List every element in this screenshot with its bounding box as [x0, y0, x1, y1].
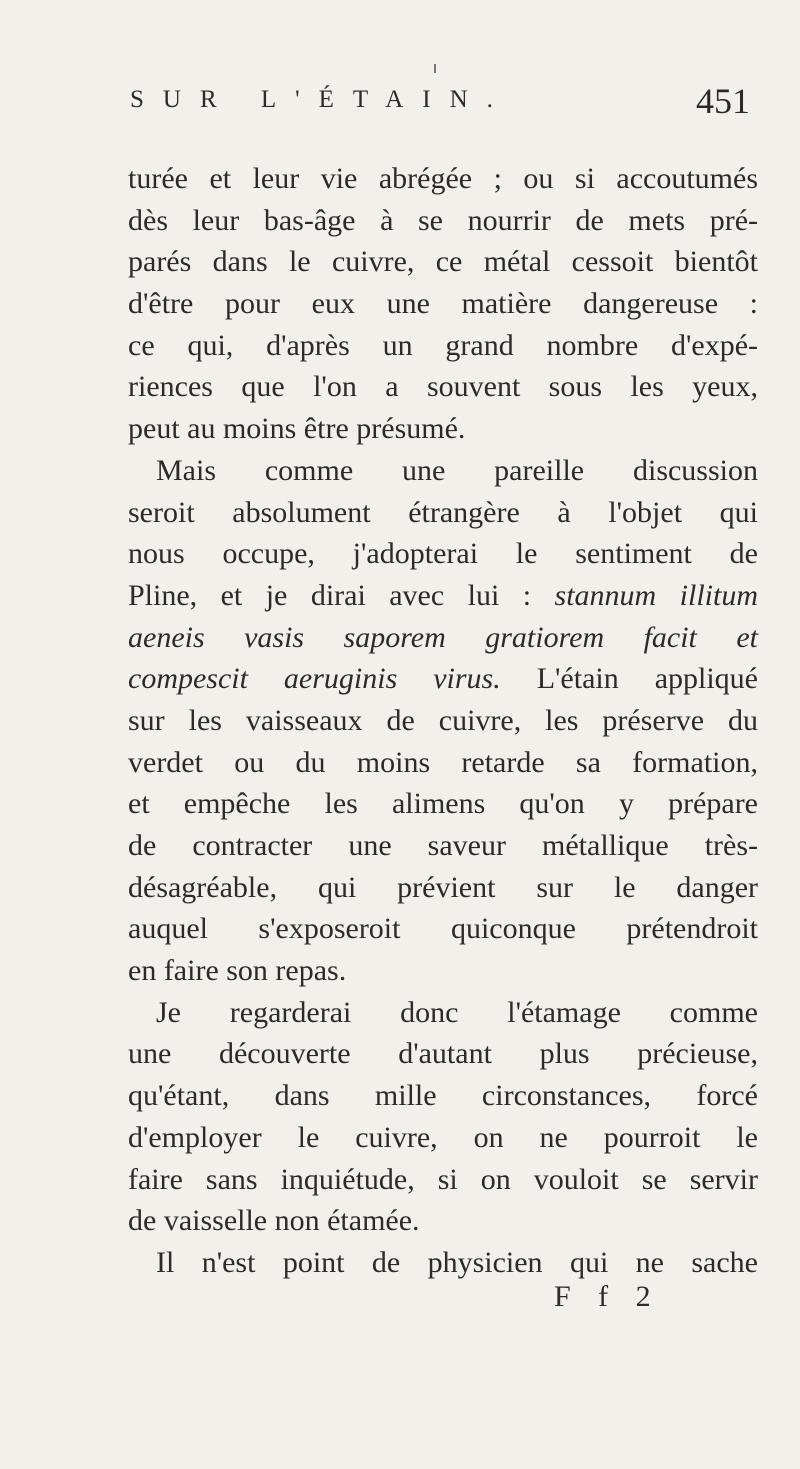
text-line: d'employer le cuivre, on ne pourroit le: [128, 1120, 758, 1154]
paragraph-start-line: Mais comme une pareille discussion: [156, 453, 758, 487]
text-line: parés dans le cuivre, ce métal cessoit bientôt: [128, 245, 758, 279]
text-line: seroit absolument étrangère à l'objet qui: [128, 495, 758, 529]
running-title: SUR L'ÉTAIN.: [130, 86, 512, 113]
text-segment: L'étain appliqué: [536, 662, 758, 696]
text-line: sur les vaisseaux de cuivre, les préserve du: [128, 703, 758, 737]
text-line: auquel s'exposeroit quiconque prétendroit: [128, 912, 758, 946]
latin-quote-segment: compescit aeruginis virus.: [128, 662, 501, 696]
body-text: [128, 158, 758, 1284]
text-line: turée et leur vie abrégée ; ou si accoutumés: [128, 162, 758, 195]
text-line-with-quote: [128, 658, 758, 700]
text-line: ce qui, d'après un grand nombre d'expé-: [128, 328, 758, 362]
text-segment: Pline, et je dirai avec lui :: [128, 578, 532, 612]
ink-speck: [434, 64, 436, 73]
text-line: de contracter une saveur métallique très-: [128, 829, 758, 862]
text-line: et empêche les alimens qu'on y prépare: [128, 787, 758, 821]
paragraph-start-line: Je regarderai donc l'étamage comme: [156, 995, 758, 1029]
text-line: une découverte d'autant plus précieuse,: [128, 1037, 758, 1071]
page-header: [130, 80, 750, 124]
text-line: de vaisselle non étamée.: [128, 1204, 420, 1238]
text-line: qu'étant, dans mille circonstances, forcé: [128, 1079, 758, 1113]
text-line: peut au moins être présumé.: [128, 412, 466, 446]
page-number: 451: [696, 81, 750, 121]
text-line: nous occupe, j'adopterai le sentiment de: [128, 537, 758, 571]
text-line: verdet ou du moins retarde sa formation,: [128, 745, 758, 779]
signature-mark: F f 2: [554, 1280, 661, 1313]
latin-quote-segment: stannum illitum: [554, 578, 759, 612]
text-line: riences que l'on a souvent sous les yeux,: [128, 370, 758, 404]
text-line: en faire son repas.: [128, 954, 347, 988]
text-line: désagréable, qui prévient sur le danger: [128, 870, 758, 904]
text-line: dès leur bas-âge à se nourrir de mets pré-: [128, 203, 758, 237]
text-line-with-quote: [128, 575, 758, 617]
text-line: faire sans inquiétude, si on vouloit se servir: [128, 1162, 758, 1196]
paragraph-start-line: Il n'est point de physicien qui ne sache: [156, 1245, 758, 1279]
latin-quote-line: aeneis vasis saporem gratiorem facit et: [128, 620, 758, 654]
text-line: d'être pour eux une matière dangereuse :: [128, 287, 758, 321]
